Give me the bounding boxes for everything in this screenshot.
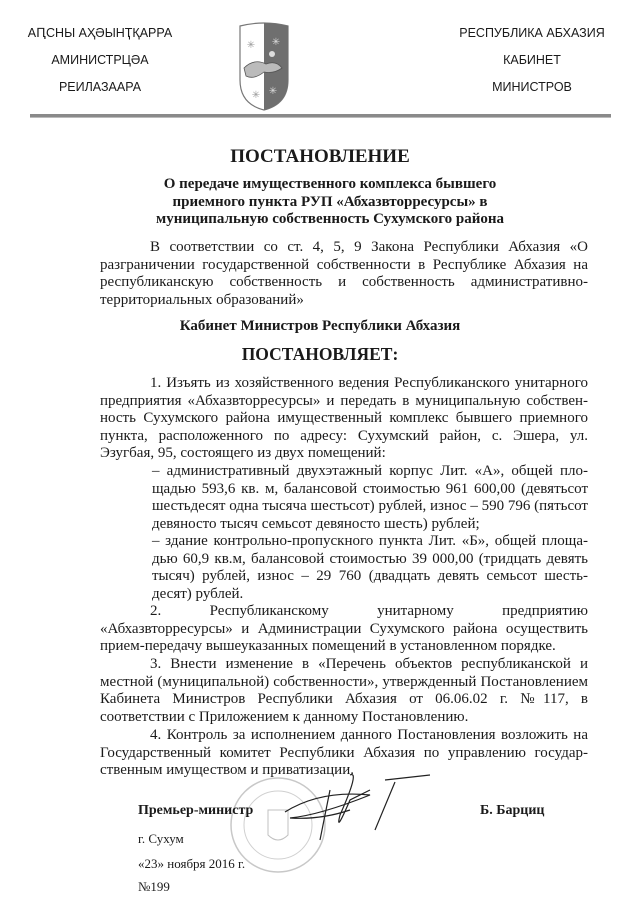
header-left-line: РЕИЛАЗААРА [58, 80, 142, 94]
document-subtitle: О передаче имущественного комплекса бывшего приемного пункта РУП «Абхазвторресурсы» в муниципальную собственность Сухумского района [155, 176, 505, 227]
signatory-name: Б. Барциц [480, 803, 545, 818]
coat-of-arms-emblem [236, 20, 292, 112]
item-2: 2. Республиканскому унитарному предприятию «Абхазвторресурсы» и Администрации Сухумского района осуществить прием-передачу вышеуказанных помещений в установленном порядке. [100, 603, 588, 655]
header-divider [30, 114, 611, 118]
item-1: 1. Изъять из хозяйственного ведения Республиканского унитарного предприятия «Абхазвторресурсы» и передать в муниципальную собственность Сухумского района имущественный комплекс бывшего приемного пункта, расположенного по адресу: Сухумский район, с. Эшера, ул. Эзугбая, 95, состоящего из двух помещений: [100, 375, 588, 462]
svg-text:✳: ✳ [251, 90, 261, 101]
item-1-b: – здание контрольно-пропускного пункта Лит. «Б», общей площадью 60,9 кв.м, балансовой стоимостью 39 000,00 (тридцать девять тысяч) рублей, износ – 29 760 (двадцать девять семьсот шестьдесят) рублей. [152, 533, 588, 602]
svg-text:✳: ✳ [268, 86, 278, 97]
handwritten-signature [280, 770, 440, 850]
date: «23» ноября 2016 г. [138, 856, 246, 871]
header-right-line: КАБИНЕТ [503, 53, 561, 67]
header-right-line: МИНИСТРОВ [492, 80, 572, 94]
svg-text:✳: ✳ [271, 37, 281, 48]
place: г. Сухум [138, 831, 184, 846]
item-4: 4. Контроль за исполнением данного Постановления возложить на Государственный комитет Республики Абхазия по управлению государственным имуществом и приватизации. [100, 727, 588, 779]
item-3: 3. Внести изменение в «Перечень объектов республиканской и местной (муниципальной) собственности», утвержденный Постановлением Кабинета Министров Республики Абхазия от 06.06.02 г. №117, в соответствии с Приложением к данному Постановлению. [100, 656, 588, 725]
svg-text:✳: ✳ [246, 40, 256, 51]
issuer: Кабинет Министров Республики Абхазия [179, 318, 461, 334]
resolves-heading: ПОСТАНОВЛЯЕТ: [241, 344, 399, 364]
item-1-a: – административный двухэтажный корпус Лит. «А», общей площадью 593,6 кв. м, балансовой стоимостью 961 600,00 (девятьсот шестьдесят одна тысяча шестьсот) рублей, износ – 590 796 (пятьсот девяносто тысяч семьсот девяносто шесть) рублей; [152, 463, 588, 532]
preamble: В соответствии со ст. 4, 5, 9 Закона Республики Абхазия «О разграничении государственной собственности в Республике Абхазия на республиканскую собственность и собственность административно-территориальных образований» [100, 239, 588, 308]
header-left-line: АԤСНЫ АҲӘЫНҬҚАРРА [27, 26, 173, 40]
header-left-line: АМИНИСТРЦӘА [51, 53, 149, 67]
header-left-abkhaz [0, 20, 200, 101]
document-number: №199 [138, 879, 170, 894]
document-title: ПОСТАНОВЛЕНИЕ [230, 146, 410, 167]
header-right-russian [432, 20, 632, 101]
header-right-line: РЕСПУБЛИКА АБХАЗИЯ [459, 26, 605, 40]
signatory-position: Премьер-министр [138, 803, 254, 818]
